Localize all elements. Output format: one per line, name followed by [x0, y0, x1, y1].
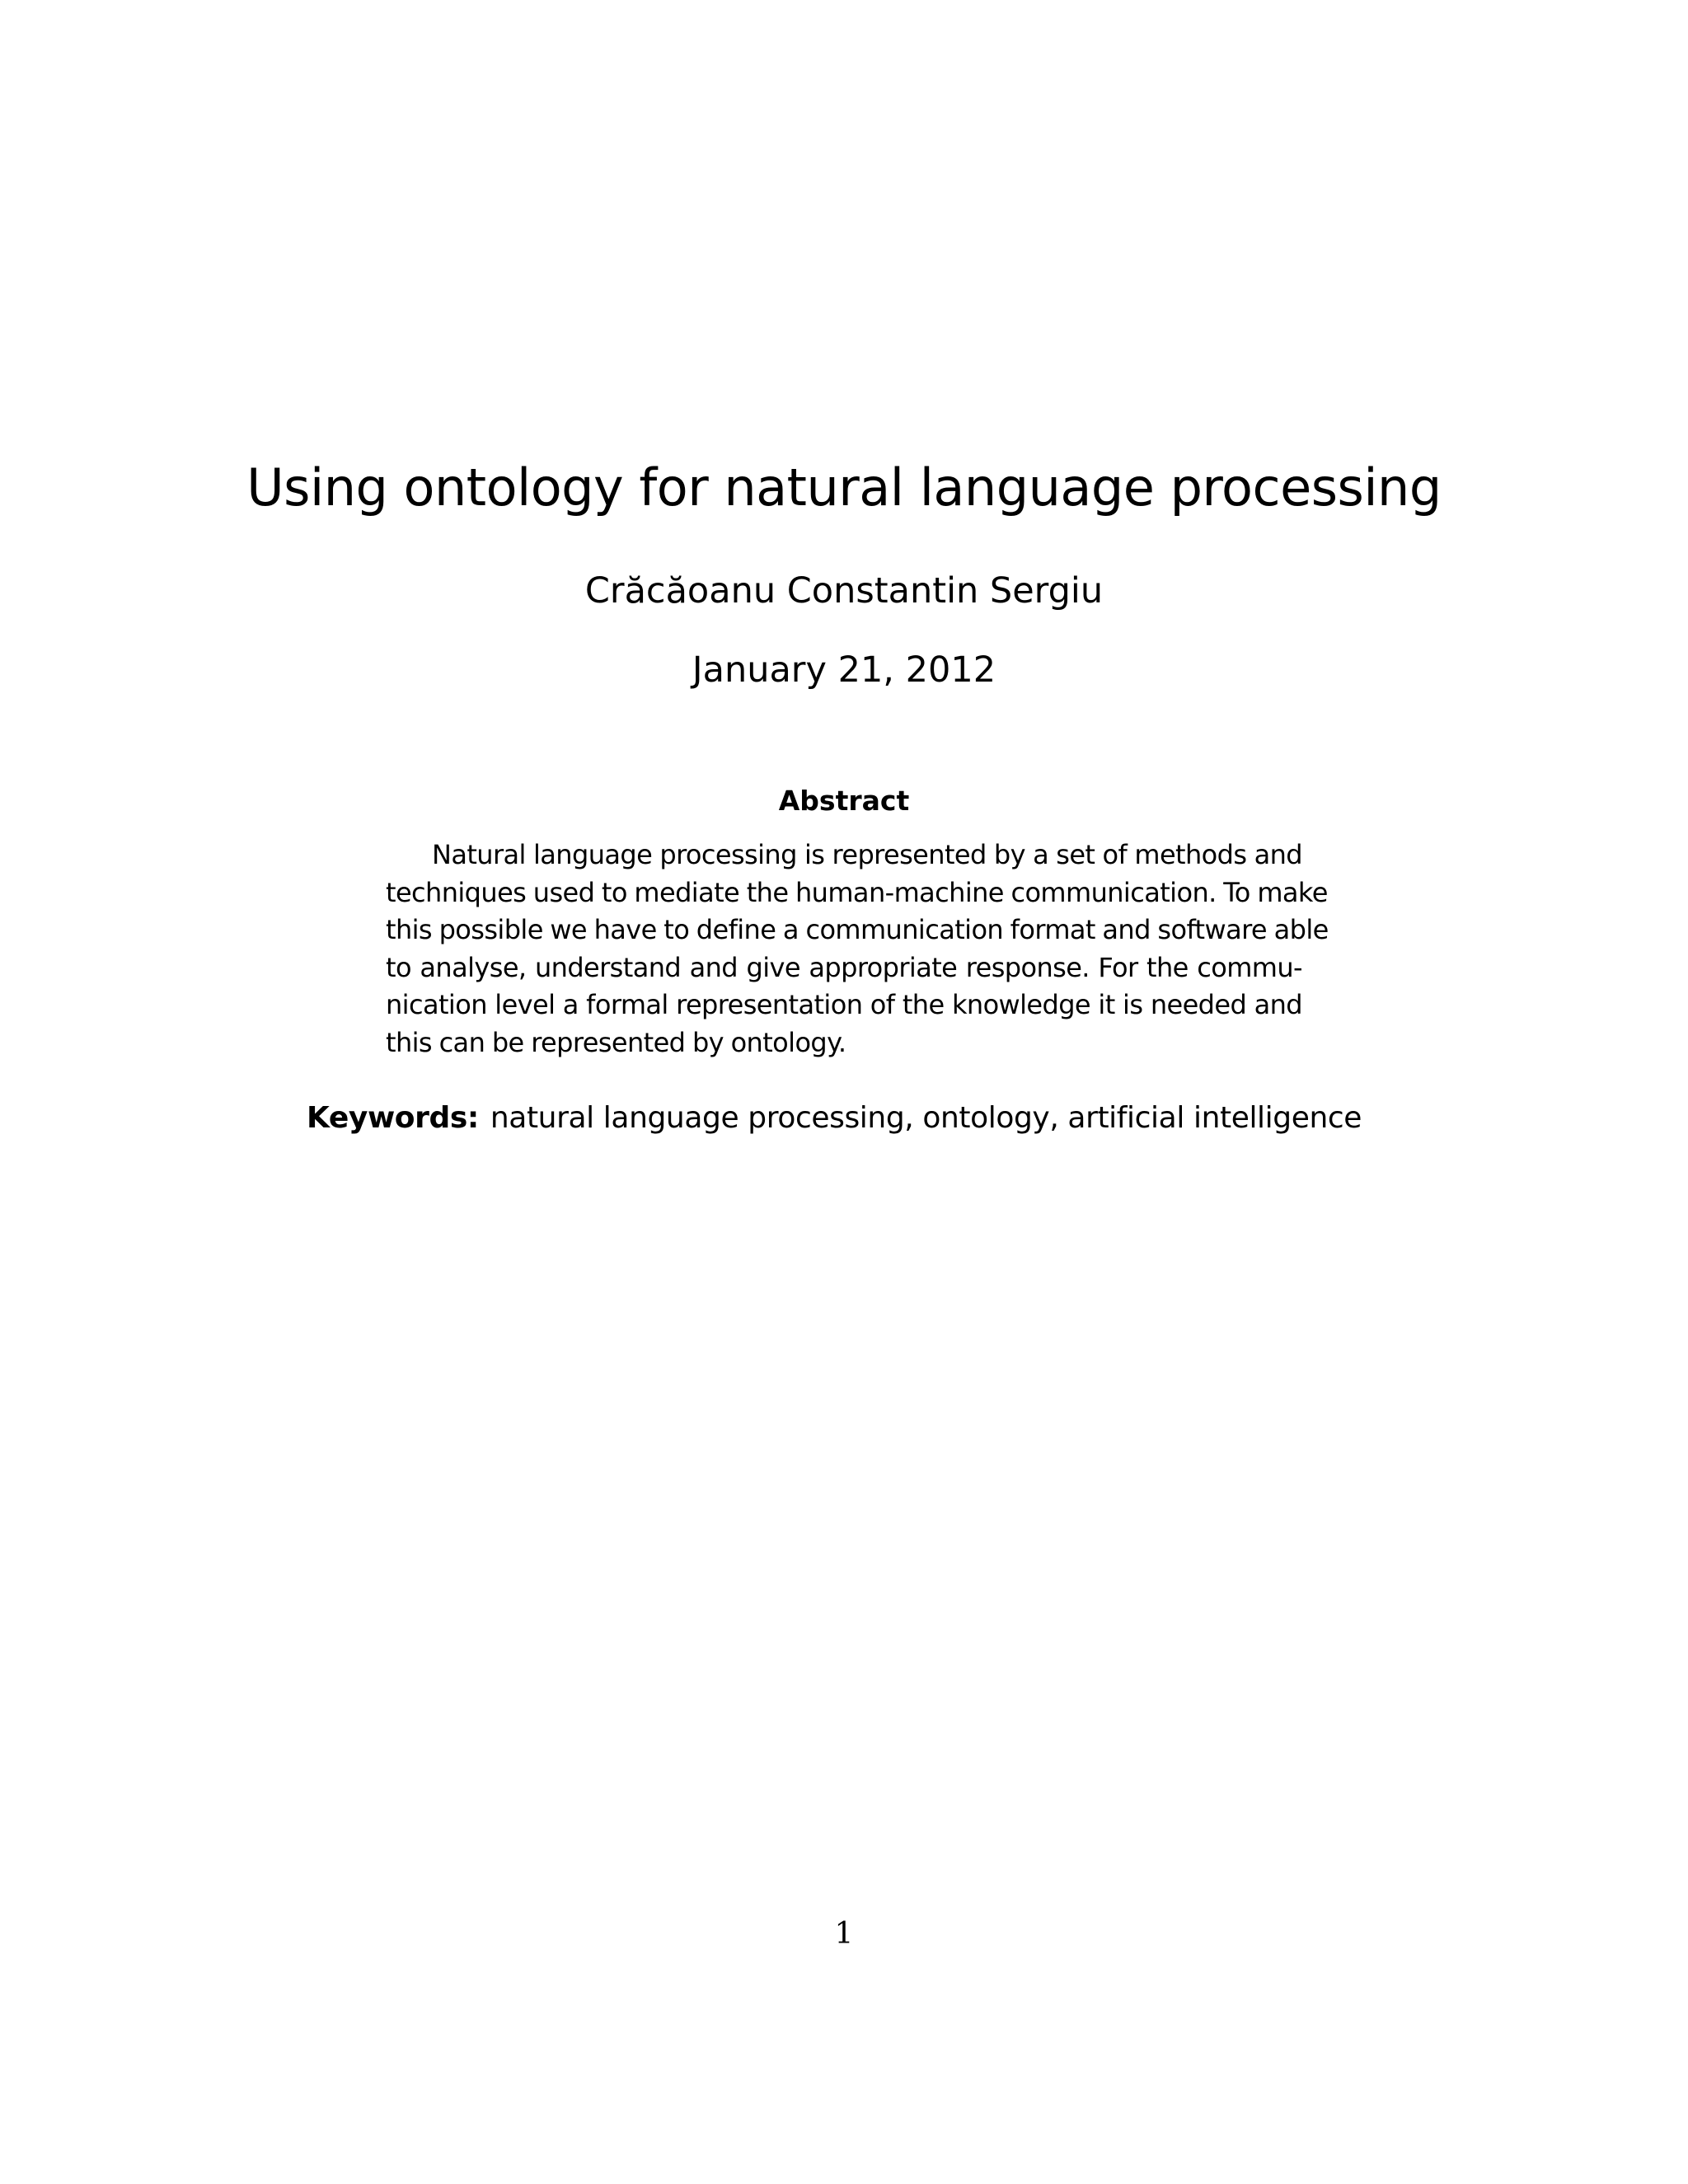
paper-title: Using ontology for natural language processing: [246, 457, 1442, 518]
publication-date: January 21, 2012: [692, 649, 996, 691]
abstract-line: to analyse, understand and give appropriate response. For the commu-: [386, 951, 1302, 983]
abstract-line: Natural language processing is represented by a set of methods and: [432, 839, 1302, 870]
abstract-line: this possible we have to define a communication format and software able: [386, 914, 1329, 946]
keywords-text: natural language processing, ontology, artificial intelligence: [490, 1101, 1362, 1135]
abstract-line: this can be represented by ontology.: [386, 1026, 846, 1058]
abstract-heading: Abstract: [778, 785, 910, 817]
abstract-body: [386, 837, 1329, 1062]
page-number: 1: [834, 1917, 854, 1951]
author-name: Crăcăoanu Constantin Sergiu: [584, 570, 1104, 612]
keywords-label: Keywords:: [307, 1101, 479, 1135]
keywords-line: [307, 1100, 1362, 1136]
abstract-line: techniques used to mediate the human-machine communication. To make: [386, 876, 1328, 908]
abstract-line: nication level a formal representation of the knowledge it is needed and: [386, 989, 1302, 1021]
